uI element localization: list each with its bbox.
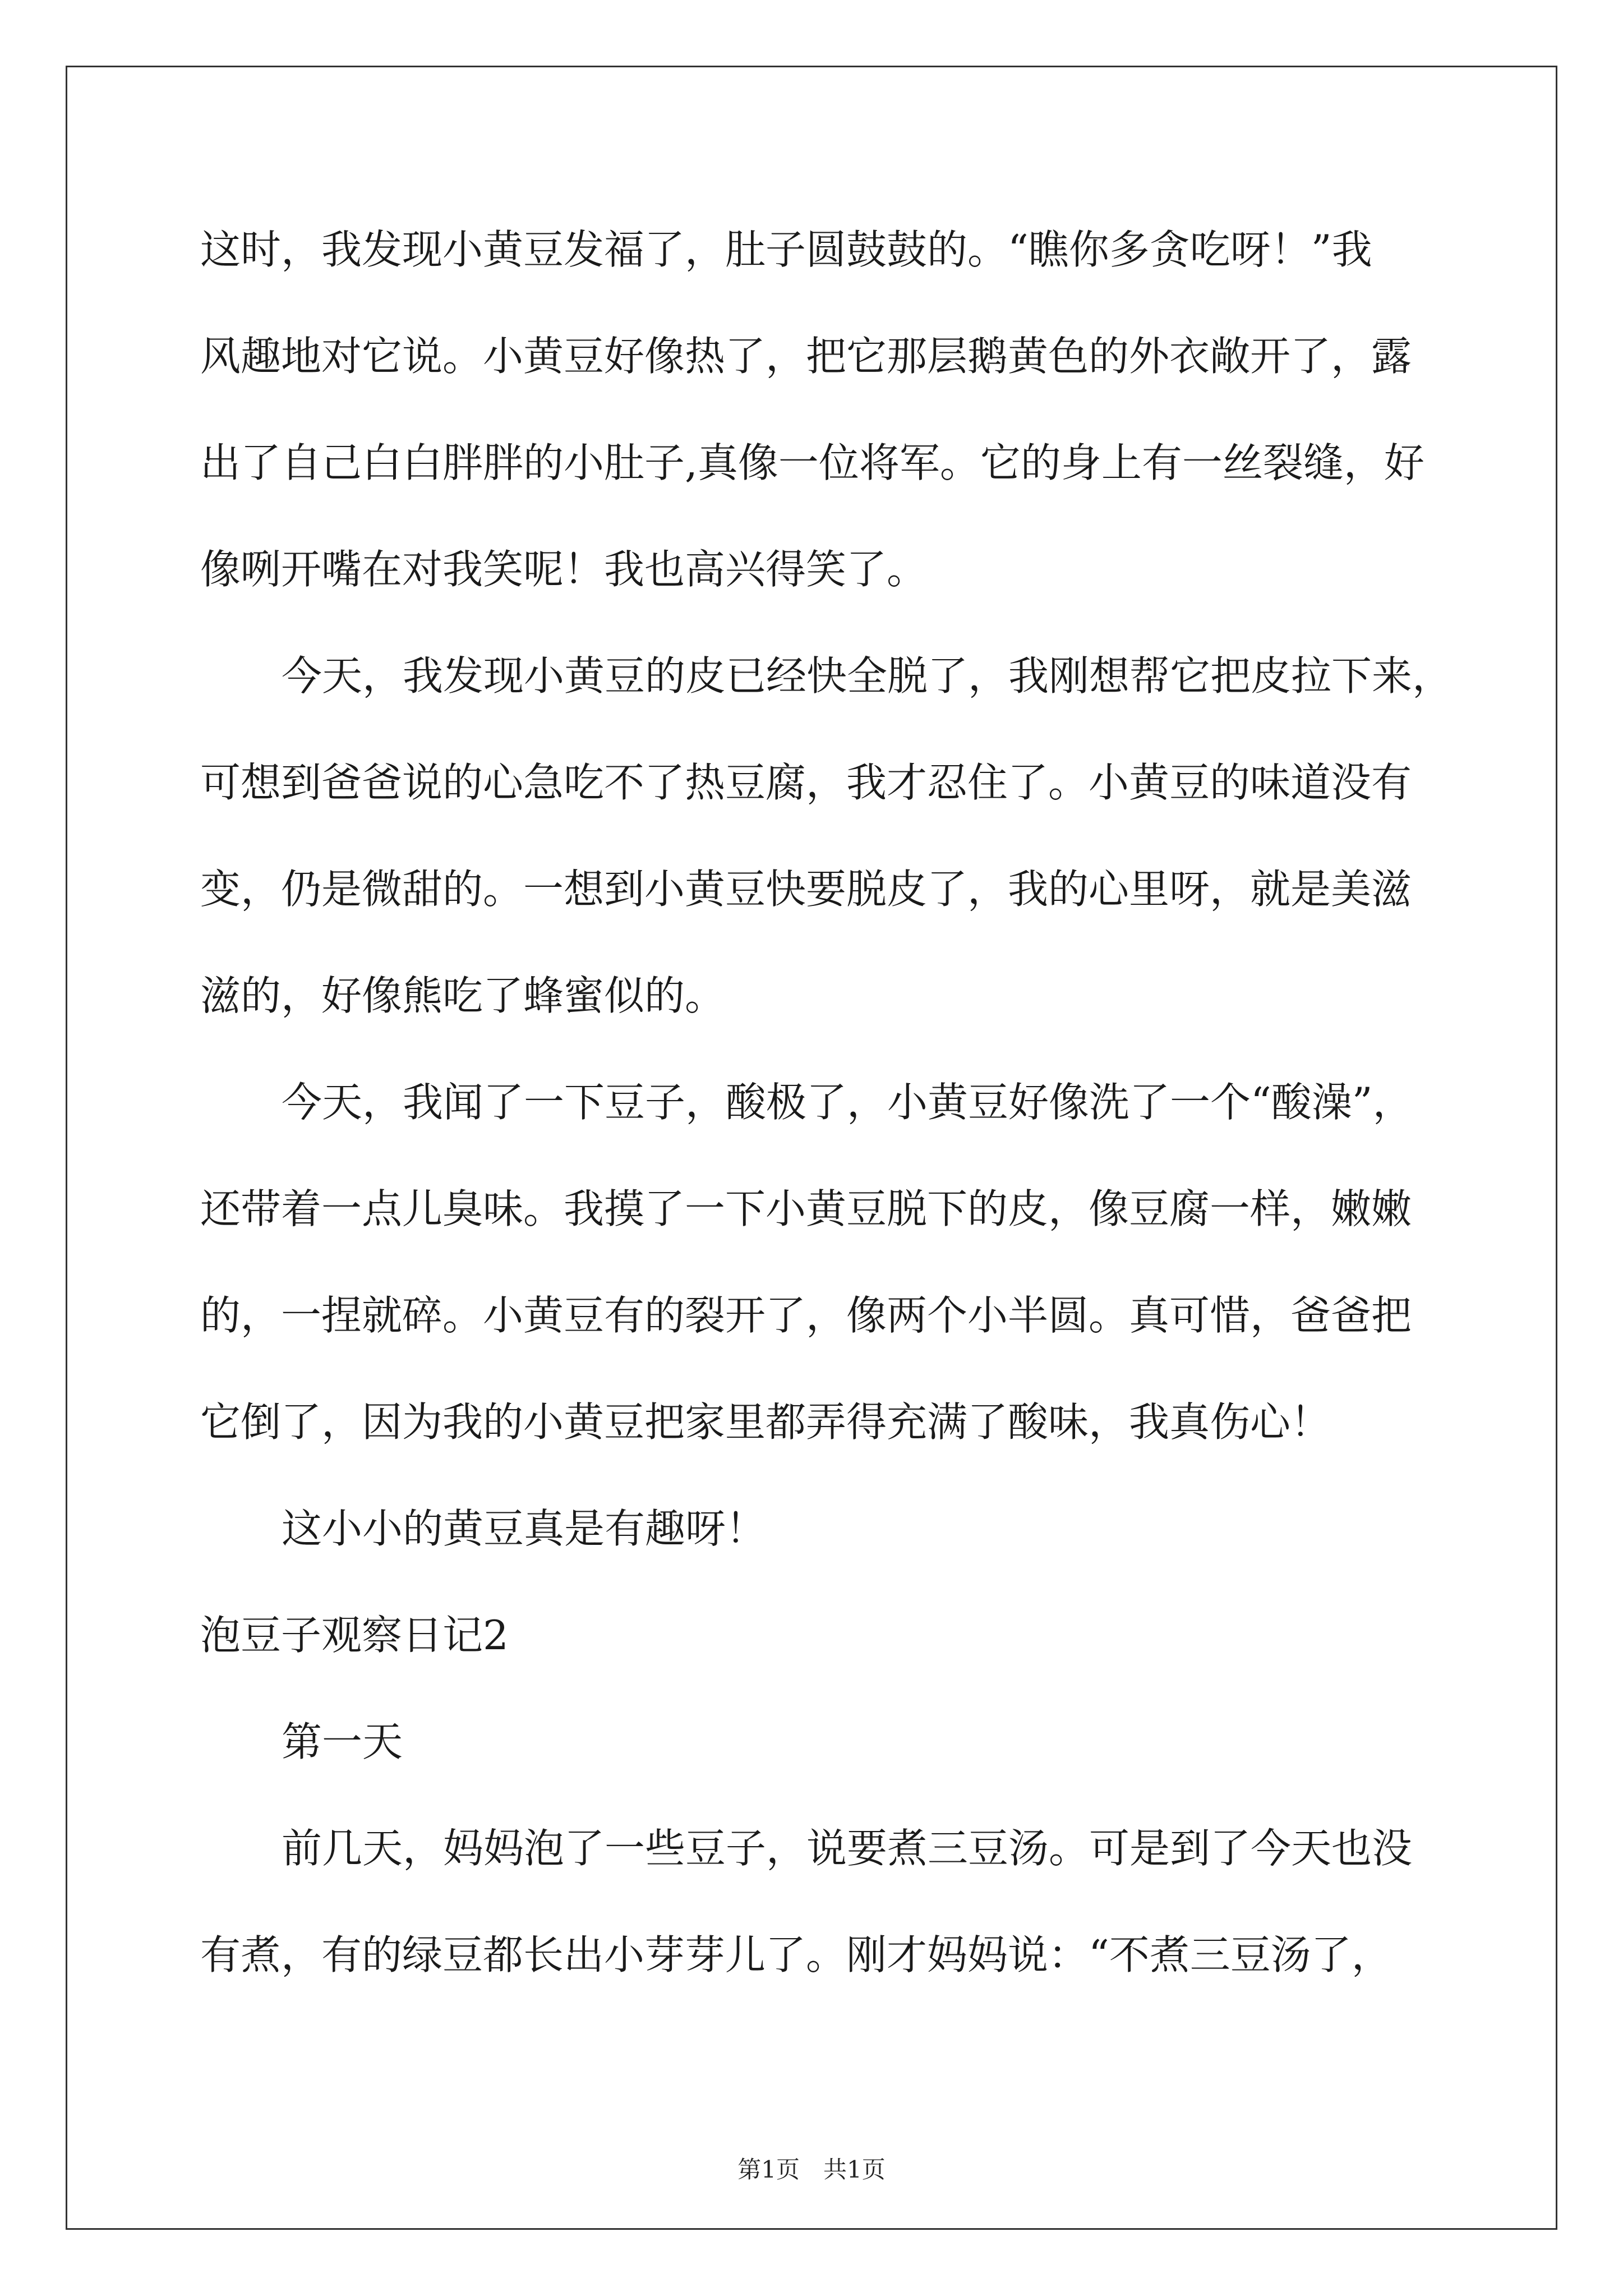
text-line: 风趣地对它说。小黄豆好像热了，把它那层鹅黄色的外衣敞开了，露 [200,333,1412,380]
page-footer: 第1页 共1页 [737,2156,886,2183]
text-line: 前几天，妈妈泡了一些豆子，说要煮三豆汤。可是到了今天也没 [282,1825,1413,1872]
text-line: 变，仍是微甜的。一想到小黄豆快要脱皮了，我的心里呀，就是美滋 [200,866,1412,913]
text-line: 这小小的黄豆真是有趣呀！ [282,1505,767,1552]
text-line: 还带着一点儿臭味。我摸了一下小黄豆脱下的皮，像豆腐一样，嫩嫩 [200,1185,1412,1232]
text-line: 今天，我发现小黄豆的皮已经快全脱了，我刚想帮它把皮拉下来， [282,652,1453,700]
text-line: 的，一捏就碎。小黄豆有的裂开了，像两个小半圆。真可惜，爸爸把 [200,1292,1412,1339]
text-line: 出了自己白白胖胖的小肚子,真像一位将军。它的身上有一丝裂缝，好 [200,439,1424,486]
text-line: 滋的，好像熊吃了蜂蜜似的。 [200,972,726,1019]
text-line: 有煮，有的绿豆都长出小芽芽儿了。刚才妈妈说：“不煮三豆汤了， [200,1931,1392,1978]
text-line: 像咧开嘴在对我笑呢！我也高兴得笑了。 [200,546,928,593]
day-heading: 第一天 [282,1718,403,1765]
section-title: 泡豆子观察日记2 [200,1612,509,1659]
text-line: 可想到爸爸说的心急吃不了热豆腐，我才忍住了。小黄豆的味道没有 [200,759,1412,806]
text-line: 它倒了，因为我的小黄豆把家里都弄得充满了酸味，我真伤心！ [200,1398,1331,1446]
text-line: 这时，我发现小黄豆发福了，肚子圆鼓鼓的。“瞧你多贪吃呀！”我 [200,226,1372,273]
text-line: 今天，我闻了一下豆子，酸极了，小黄豆好像洗了一个“酸澡”， [282,1079,1413,1126]
document-body [200,216,1453,2028]
